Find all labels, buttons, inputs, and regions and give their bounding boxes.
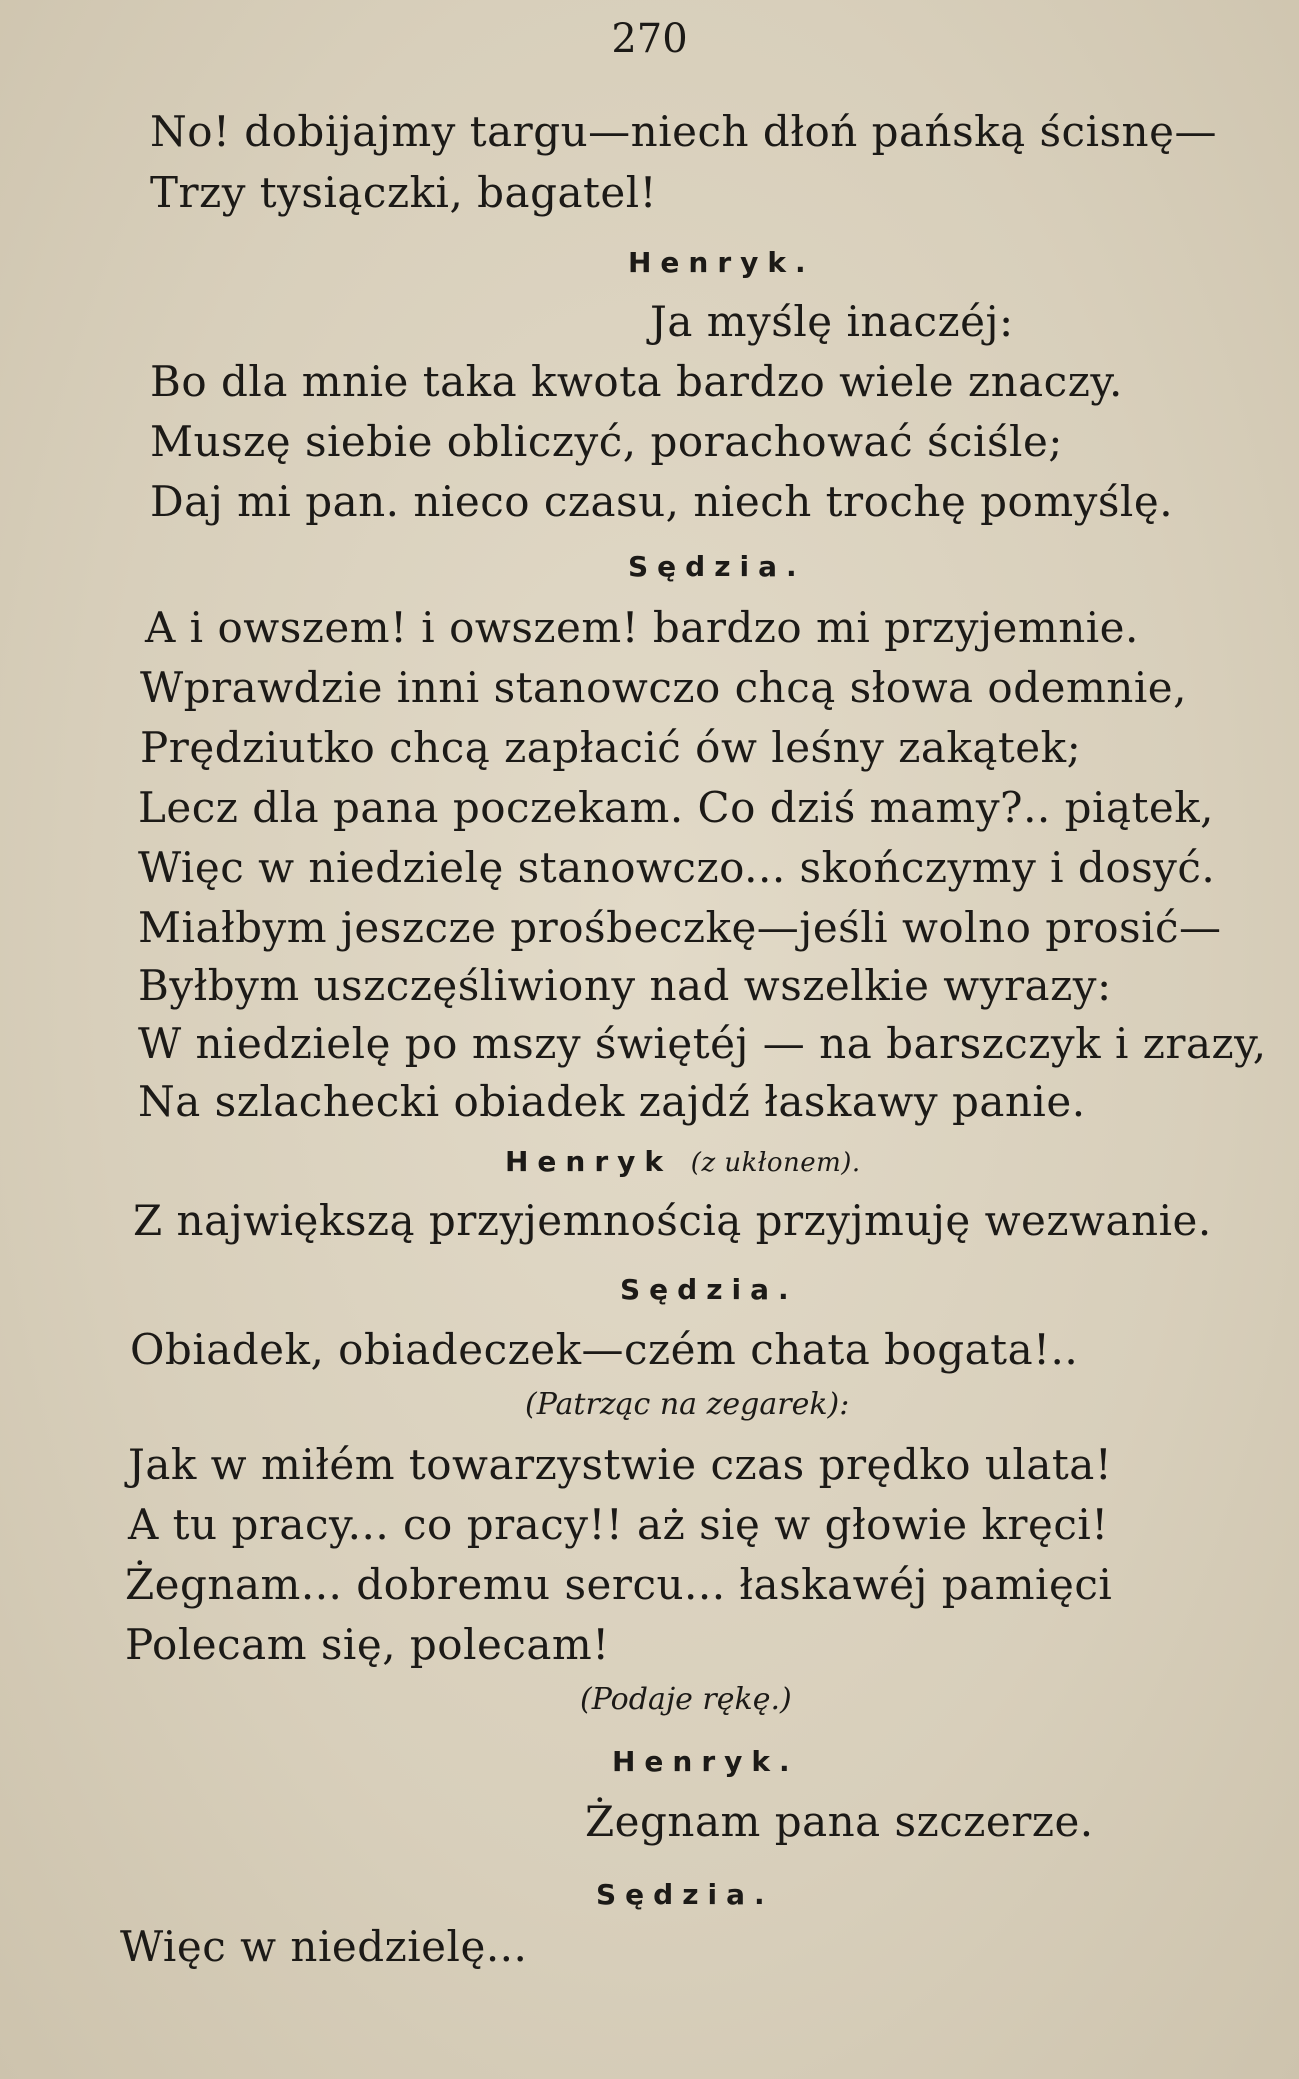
verse-line: Bo dla mnie taka kwota bardzo wiele znaczy. <box>150 357 1123 406</box>
verse-line: Żegnam... dobremu sercu... łaskawéj pamięci <box>125 1560 1113 1609</box>
verse-line: A i owszem! i owszem! bardzo mi przyjemnie. <box>145 603 1139 652</box>
verse-line: Żegnam pana szczerze. <box>585 1797 1094 1846</box>
speaker-sedzia: Sędzia. <box>596 1878 774 1911</box>
stage-direction: (z ukłonem). <box>690 1148 861 1178</box>
verse-line: Jak w miłém towarzystwie czas prędko ulata! <box>128 1440 1113 1489</box>
verse-line: Na szlachecki obiadek zajdź łaskawy panie. <box>138 1077 1086 1126</box>
verse-line: Muszę siebie obliczyć, porachować ściśle; <box>150 417 1063 466</box>
speaker-henryk: Henryk. <box>628 246 815 279</box>
verse-line: Daj mi pan. nieco czasu, niech trochę pomyślę. <box>150 477 1174 526</box>
verse-line: Z największą przyjemnością przyjmuję wezwanie. <box>133 1196 1212 1245</box>
verse-line: Polecam się, polecam! <box>125 1620 610 1669</box>
verse-line: Ja myślę inaczéj: <box>650 297 1014 346</box>
stage-direction: (Patrząc na zegarek): <box>525 1387 850 1422</box>
verse-line: W niedzielę po mszy świętéj — na barszczyk i zrazy, <box>138 1019 1267 1068</box>
speaker-henryk-with-direction <box>505 1142 861 1183</box>
speaker-henryk: Henryk. <box>612 1745 799 1778</box>
speaker-sedzia: Sędzia. <box>620 1273 798 1306</box>
verse-line: Wprawdzie inni stanowczo chcą słowa odemnie, <box>140 663 1187 712</box>
verse-line: Prędziutko chcą zapłacić ów leśny zakątek; <box>140 723 1082 772</box>
verse-line: A tu pracy... co pracy!! aż się w głowie kręci! <box>128 1500 1109 1549</box>
verse-line: Byłbym uszczęśliwiony nad wszelkie wyrazy: <box>138 961 1112 1010</box>
verse-line: Trzy tysiączki, bagatel! <box>150 168 658 217</box>
speaker-name: Henryk <box>505 1145 673 1178</box>
verse-line: Miałbym jeszcze prośbeczkę—jeśli wolno prosić— <box>138 903 1222 952</box>
stage-direction: (Podaje rękę.) <box>580 1682 792 1717</box>
verse-line: No! dobijajmy targu—niech dłoń pańską ścisnę— <box>150 107 1217 156</box>
page-number: 270 <box>611 16 688 62</box>
verse-line: Więc w niedzielę stanowczo... skończymy i dosyć. <box>138 843 1216 892</box>
verse-line: Lecz dla pana poczekam. Co dziś mamy?.. piątek, <box>138 783 1215 832</box>
speaker-sedzia: Sędzia. <box>628 550 806 583</box>
verse-line: Więc w niedzielę... <box>120 1922 528 1971</box>
verse-line: Obiadek, obiadeczek—czém chata bogata!.. <box>130 1325 1079 1374</box>
